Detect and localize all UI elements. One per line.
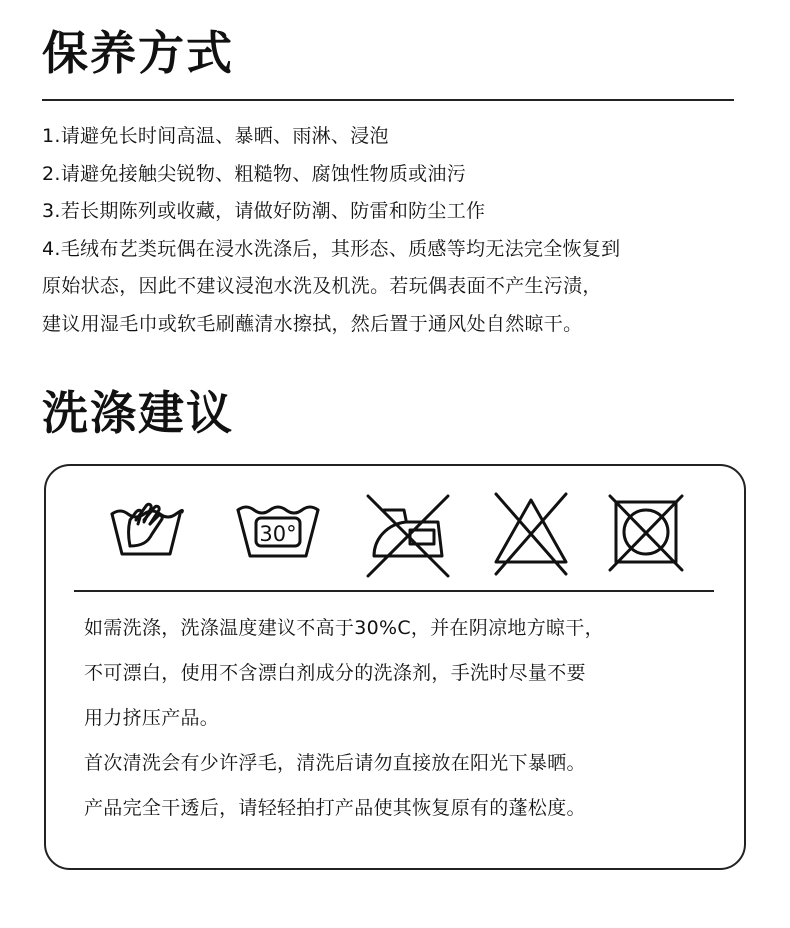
wash-divider	[74, 590, 714, 592]
wash-line: 首次清洗会有少许浮毛，清洗后请勿直接放在阳光下暴晒。	[84, 752, 586, 774]
care-item: 建议用湿毛巾或软毛刷蘸清水擦拭，然后置于通风处自然晾干。	[42, 312, 583, 335]
wash-line: 不可漂白，使用不含漂白剂成分的洗涤剂，手洗时尽量不要	[84, 662, 586, 684]
wash-line: 产品完全干透后，请轻轻拍打产品使其恢复原有的蓬松度。	[84, 797, 586, 819]
do-not-iron-icon	[364, 490, 454, 584]
care-item: 4.毛绒布艺类玩偶在浸水洗涤后，其形态、质感等均无法完全恢复到	[42, 237, 621, 260]
care-item: 2.请避免接触尖锐物、粗糙物、腐蚀性物质或油污	[42, 162, 467, 185]
wash-temperature-label: 30°	[259, 522, 297, 546]
care-item: 原始状态，因此不建议浸泡水洗及机洗。若玩偶表面不产生污渍，	[42, 275, 602, 297]
do-not-tumble-dry-icon	[606, 490, 686, 584]
care-item: 1.请避免长时间高温、暴晒、雨淋、浸泡	[42, 125, 389, 147]
wash-advice-box	[44, 464, 746, 870]
care-item: 3.若长期陈列或收藏，请做好防潮、防雷和防尘工作	[42, 200, 486, 222]
wash-section-title: 洗涤建议	[42, 386, 234, 440]
wash-line: 用力挤压产品。	[84, 707, 220, 729]
care-symbols-row	[106, 490, 686, 584]
do-not-bleach-icon	[490, 490, 572, 584]
care-instructions-list	[42, 118, 742, 343]
care-section-title: 保养方式	[42, 26, 234, 80]
care-divider	[42, 99, 734, 101]
wash-instructions-text	[84, 606, 724, 831]
wash-line: 如需洗涤，洗涤温度建议不高于30%C，并在阴凉地方晾干，	[84, 617, 604, 639]
wash-30-icon	[232, 490, 324, 584]
hand-wash-icon	[106, 490, 186, 584]
